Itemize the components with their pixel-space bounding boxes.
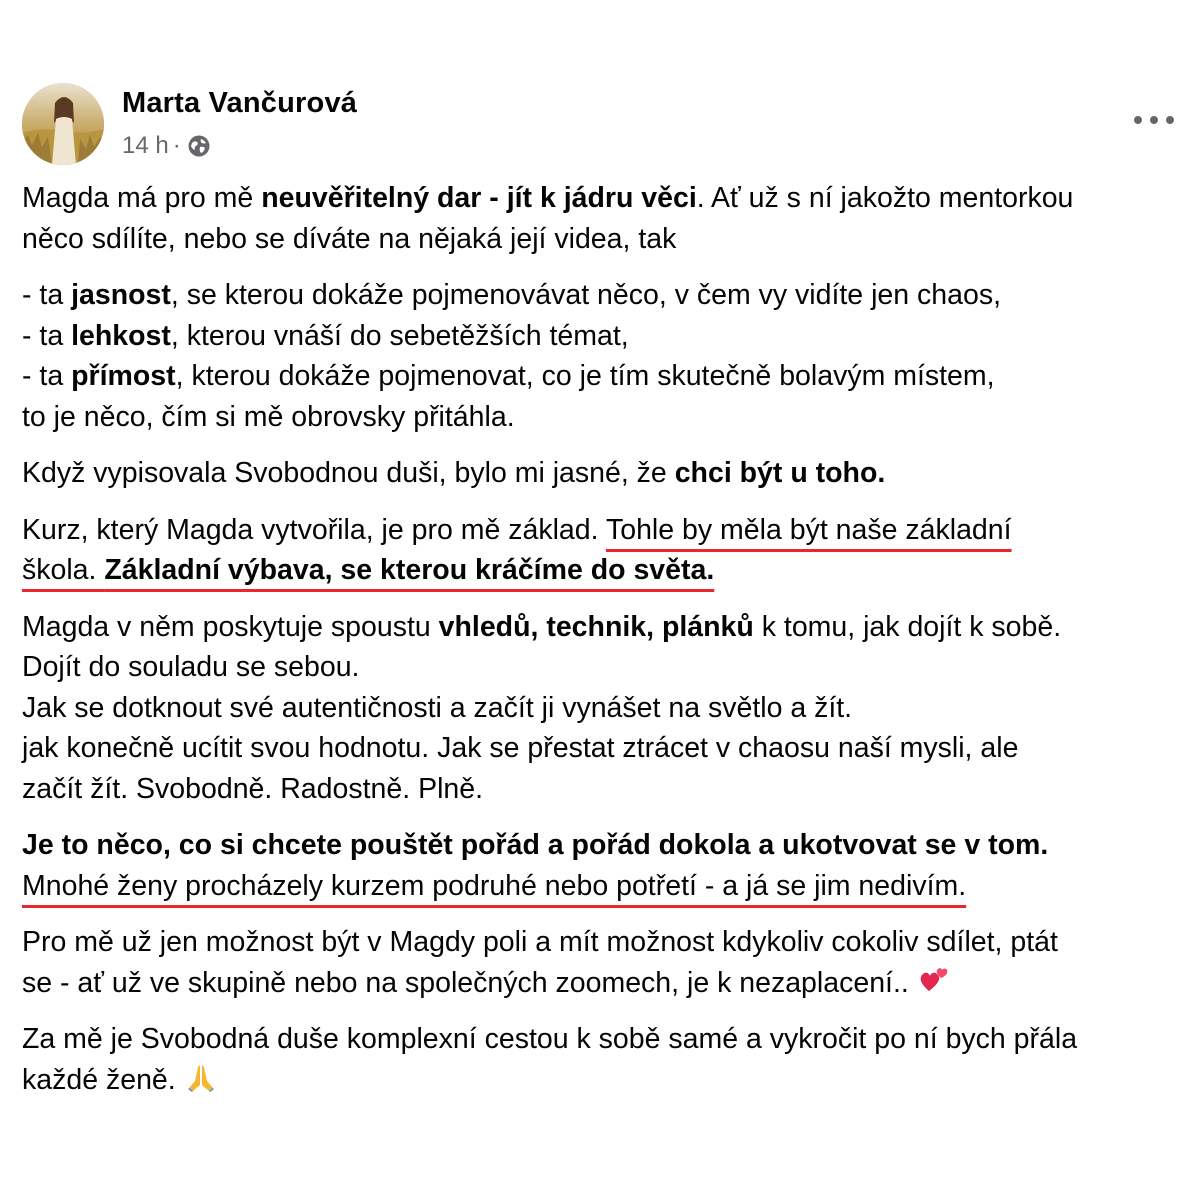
bold-text: chci být u toho. xyxy=(674,457,886,489)
post-time[interactable]: 14 h xyxy=(122,132,169,159)
underlined-text: Mnohé ženy procházely kurzem podruhé nebo potřetí - a já se jim nedivím. xyxy=(22,869,967,902)
paragraph-3 xyxy=(22,453,1187,494)
paragraph-7 xyxy=(22,922,1187,1003)
text: Když vypisovala Svobodnou duši, bylo mi jasné, že xyxy=(22,457,675,489)
text: každé ženě. xyxy=(22,1063,184,1096)
text: Jak se dotknout své autentičnosti a začít ji vynášet na světlo a žít. xyxy=(22,691,853,724)
paragraph-8 xyxy=(22,1019,1187,1100)
text: něco sdílíte, nebo se díváte na nějaká její videa, tak xyxy=(22,222,677,255)
bold-text: jasnost xyxy=(71,279,171,311)
paragraph-1 xyxy=(22,178,1187,259)
text: Pro mě už jen možnost být v Magdy poli a mít možnost kdykoliv cokoliv sdílet, ptát xyxy=(22,926,1058,958)
paragraph-4 xyxy=(22,510,1187,591)
text: začít žít. Svobodně. Radostně. Plně. xyxy=(22,772,484,805)
post-body xyxy=(22,178,1187,1116)
text: se - ať už ve skupině nebo na společných zoomech, je k nezaplacení.. xyxy=(22,966,917,999)
text: , kterou dokáže pojmenovat, co je tím skutečně bolavým místem, xyxy=(175,360,995,392)
underlined-text: Tohle by měla být naše základní xyxy=(605,513,1012,546)
avatar[interactable] xyxy=(22,83,104,165)
bold-text: Je to něco, co si chcete pouštět pořád a pořád dokola a ukotvovat se v tom. xyxy=(22,829,1049,861)
text: , se kterou dokáže pojmenovávat něco, v čem vy vidíte jen chaos, xyxy=(170,279,1001,311)
more-options-icon[interactable] xyxy=(1134,110,1174,130)
text: - ta xyxy=(22,360,72,392)
text: to je něco, čím si mě obrovsky přitáhla. xyxy=(22,400,515,433)
globe-icon[interactable] xyxy=(187,134,211,158)
text: Magda má pro mě xyxy=(22,182,262,214)
bold-text: přímost xyxy=(71,360,176,392)
author-name[interactable]: Marta Vančurová xyxy=(122,87,358,119)
text: jak konečně ucítit svou hodnotu. Jak se přestat ztrácet v chaosu naší mysli, ale xyxy=(22,732,1019,764)
text: Kurz, který Magda vytvořila, je pro mě základ. xyxy=(22,513,606,546)
text: , kterou vnáší do sebetěžších témat, xyxy=(170,319,629,352)
bold-text: neuvěřitelný dar - jít k jádru věci xyxy=(261,182,697,214)
underlined-bold-text: Základní výbava, se kterou kráčíme do světa. xyxy=(104,554,715,586)
bold-text: vhledů, technik, plánků xyxy=(438,610,754,643)
post-meta xyxy=(122,132,211,160)
folded-hands-emoji xyxy=(184,1061,218,1095)
text: Dojít do souladu se sebou. xyxy=(22,651,360,683)
bold-text: lehkost xyxy=(71,319,171,352)
text: . Ať už s ní jakožto mentorkou xyxy=(696,182,1074,214)
text: Za mě je Svobodná duše komplexní cestou k sobě samé a vykročit po ní bych přála xyxy=(22,1023,1078,1055)
separator-dot: · xyxy=(172,132,181,159)
paragraph-2 xyxy=(22,275,1187,437)
paragraph-6 xyxy=(22,825,1187,906)
text: - ta xyxy=(22,279,72,311)
two-hearts-emoji xyxy=(917,964,951,998)
text: k tomu, jak dojít k sobě. xyxy=(753,610,1062,643)
paragraph-5 xyxy=(22,607,1187,810)
text: - ta xyxy=(22,319,72,352)
text: Magda v něm poskytuje spoustu xyxy=(22,610,439,643)
underlined-text: škola. xyxy=(22,554,105,586)
